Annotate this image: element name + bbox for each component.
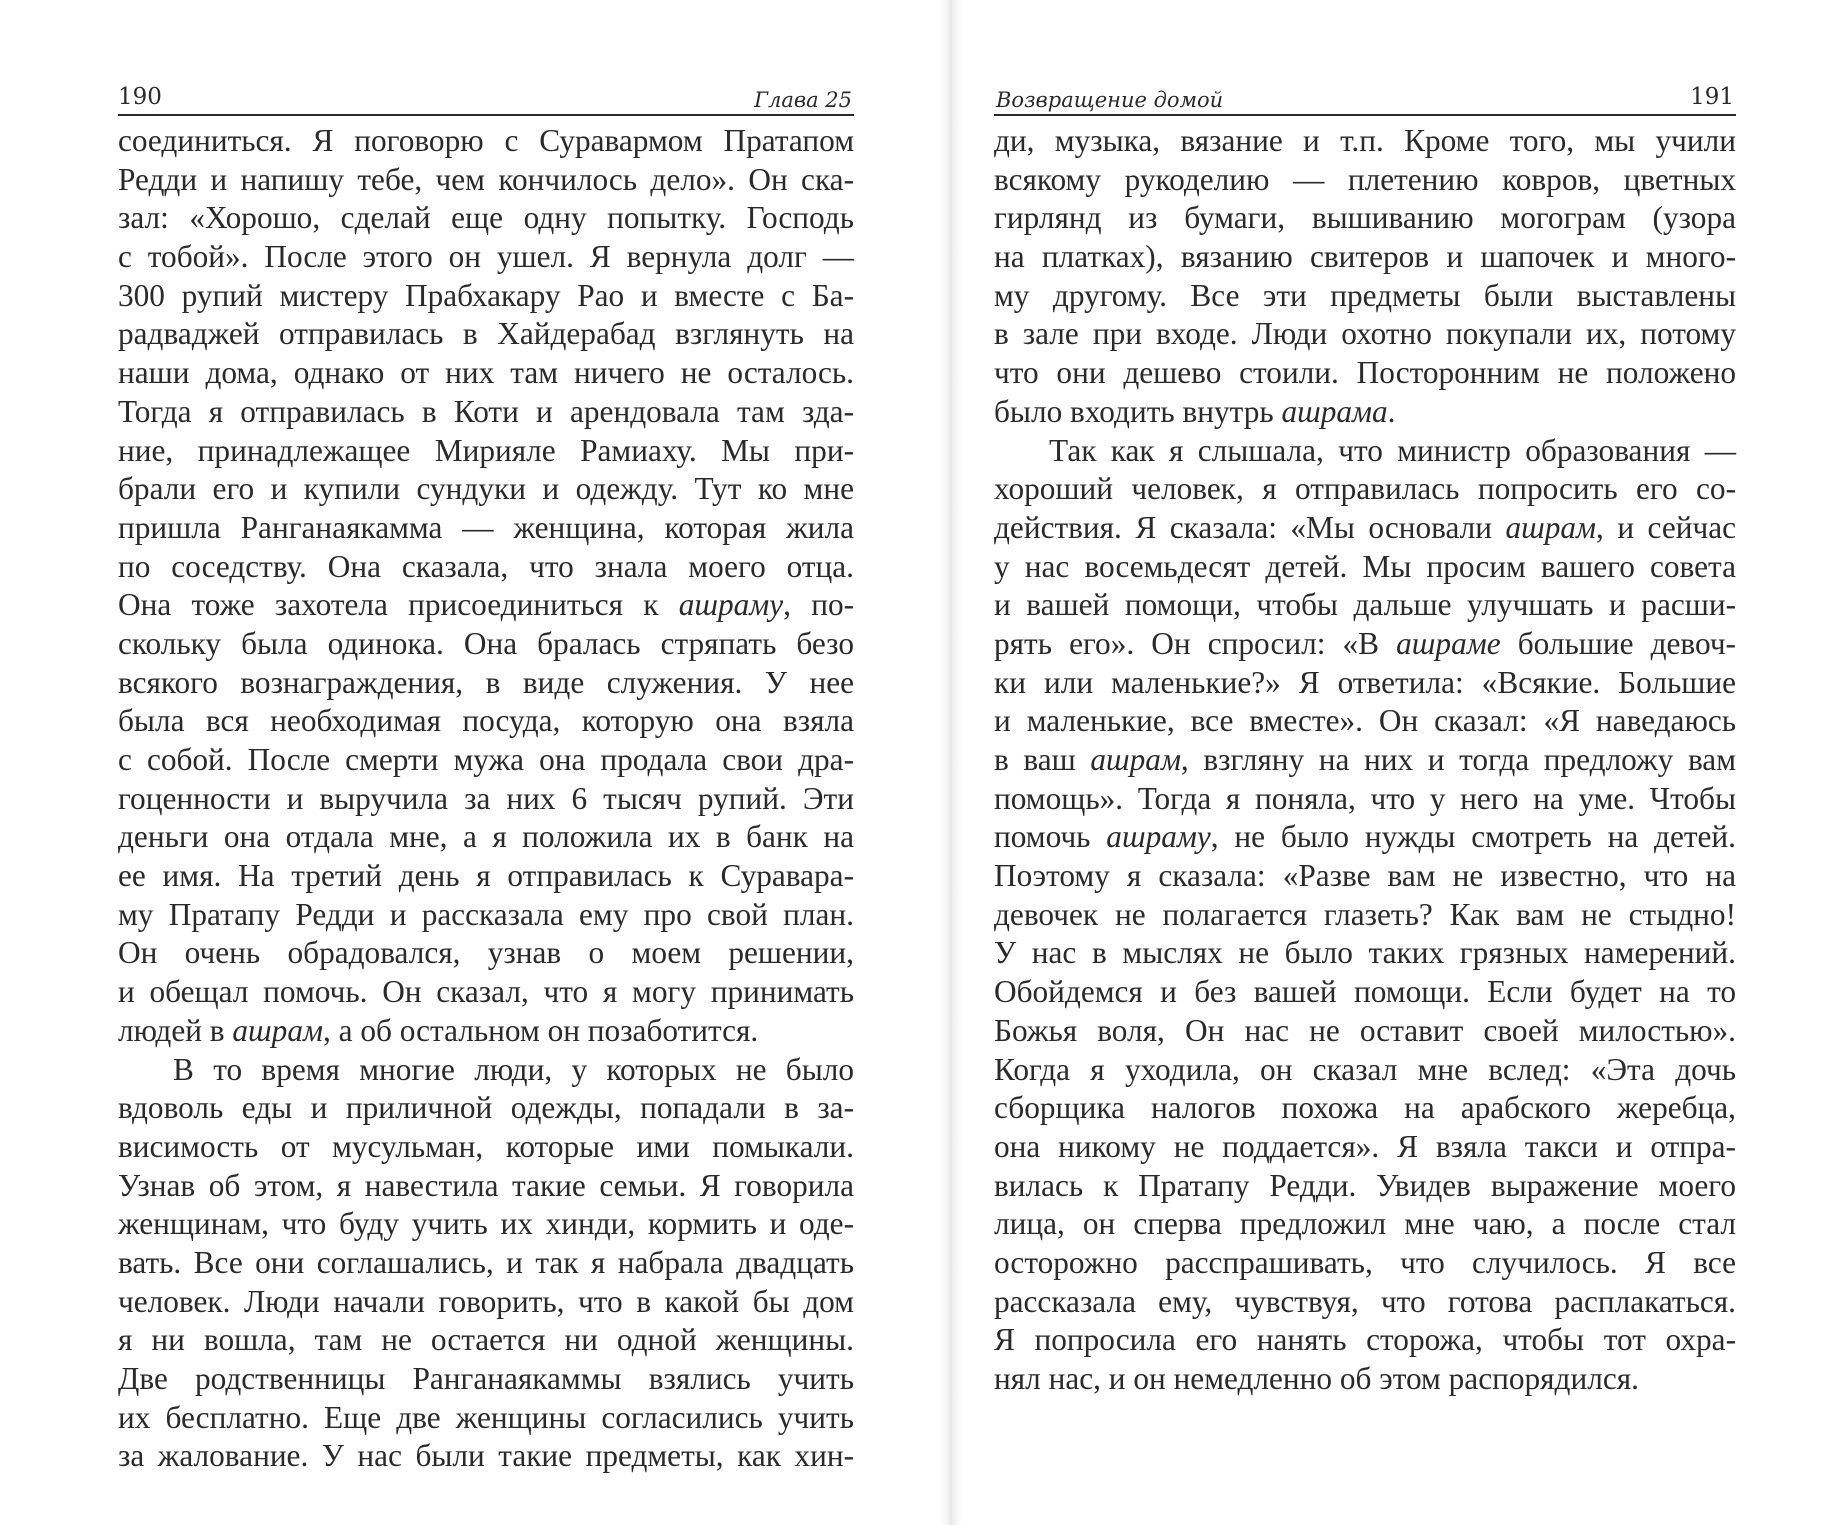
text-line: гоценности и выручила за них 6 тысяч рупий. Эти: [118, 780, 854, 816]
text-line: лица, он сперва предложил мне чаю, а после стал: [994, 1206, 1736, 1242]
text-line: хороший человек, я отправилась попросить его со-: [994, 471, 1736, 507]
text-line: в зале при входе. Люди охотно покупали их, потому: [994, 316, 1736, 352]
text-line: Тогда я отправилась в Коти и арендовала там зда-: [118, 393, 854, 429]
text-line: соединиться. Я поговорю с Суравармом Пратапом: [118, 123, 854, 158]
text-line: скольку была одинока. Она бралась стряпать безо: [118, 625, 854, 661]
text-line: Я попросила его нанять сторожа, чтобы тот охра-: [994, 1322, 1736, 1358]
text-line: Узнав об этом, я навестила такие семьи. Я говорила: [118, 1167, 854, 1203]
text-line: я ни вошла, там не остается ни одной женщины.: [118, 1322, 854, 1358]
left-body-text: [118, 122, 854, 1476]
text-line: 300 рупий мистеру Прабхакару Рао и вместе с Ба-: [118, 277, 854, 313]
text-line: В то время многие люди, у которых не было: [173, 1051, 854, 1087]
text-line: у нас восемьдесят детей. Мы просим вашего совета: [994, 548, 1736, 584]
paragraph: [118, 1051, 854, 1477]
page-number: 191: [1690, 84, 1734, 110]
text-line: сборщика налогов похожа на арабского жеребца,: [994, 1090, 1736, 1126]
text-line: брали его и купили сундуки и одежду. Тут ко мне: [118, 471, 854, 507]
text-line: У нас в мыслях не было таких грязных намерений.: [994, 935, 1736, 971]
text-line: радваджей отправилась в Хайдерабад взглянуть на: [118, 316, 854, 352]
text-line: действия. Я сказала: «Мы основали ашрам, и сейчас: [994, 509, 1736, 545]
text-line: что они дешево стоили. Посторонним не положено: [994, 355, 1736, 391]
text-line: с собой. После смерти мужа она продала свои дра-: [118, 742, 854, 777]
text-line: всякого вознаграждения, в виде служения. У нее: [118, 664, 854, 700]
left-running-head: [118, 78, 854, 116]
text-line: ее имя. На третий день я отправилась к Суравара-: [118, 858, 854, 894]
text-line: было входить внутрь ашрама.: [994, 393, 1396, 429]
text-line: на платках), вязанию свитеров и шапочек и много-: [994, 239, 1736, 275]
text-line: по соседству. Она сказала, что знала моего отца.: [118, 548, 854, 584]
text-line: нял нас, и он немедленно об этом распорядился.: [994, 1361, 1639, 1396]
text-line: Так как я слышала, что министр образования —: [1049, 432, 1736, 468]
text-line: она никому не поддается». Я взяла такси и отпра-: [994, 1128, 1736, 1164]
text-line: людей в ашрам, а об остальном он позаботится.: [118, 1012, 759, 1048]
text-line: женщинам, что буду учить их хинди, кормить и оде-: [118, 1206, 854, 1242]
text-line: рять его». Он спросил: «В ашраме большие девоч-: [994, 625, 1736, 661]
text-line: наши дома, однако от них там ничего не осталось.: [118, 355, 854, 391]
text-line: Она тоже захотела присоединиться к ашраму, по-: [118, 587, 855, 623]
text-line: была вся необходимая посуда, которую она взяла: [118, 703, 854, 739]
running-title: Возвращение домой: [996, 88, 1224, 112]
text-line: Божья воля, Он нас не оставит своей милостью».: [994, 1012, 1736, 1048]
text-line: Обойдемся и без вашей помощи. Если будет на то: [994, 974, 1736, 1010]
text-line: всякому рукоделию — плетению ковров, цветных: [994, 161, 1736, 197]
page-number: 190: [118, 84, 162, 110]
text-line: Две родственницы Ранганаякаммы взялись учить: [118, 1361, 854, 1396]
text-line: их бесплатно. Еще две женщины согласились учить: [118, 1399, 854, 1435]
text-line: Он очень обрадовался, узнав о моем решении,: [118, 935, 854, 971]
text-line: зал: «Хорошо, сделай еще одну попытку. Господь: [118, 200, 854, 236]
text-line: и вашей помощи, чтобы дальше улучшать и расши-: [994, 587, 1736, 623]
text-line: и маленькие, все вместе». Он сказал: «Я наведаюсь: [994, 703, 1736, 739]
text-line: вилась к Пратапу Редди. Увидев выражение моего: [994, 1167, 1736, 1203]
text-line: ди, музыка, вязание и т.п. Кроме того, мы учили: [994, 123, 1736, 158]
text-line: Поэтому я сказала: «Разве вам не известно, что на: [994, 858, 1736, 894]
text-line: пришла Ранганаякамма — женщина, которая жила: [118, 509, 854, 545]
text-line: му другому. Все эти предметы были выставлены: [994, 277, 1736, 313]
text-line: помощь». Тогда я поняла, что у него на уме. Чтобы: [994, 780, 1736, 816]
text-line: висимость от мусульман, которые ими помыкали.: [118, 1128, 854, 1164]
paragraph: [994, 122, 1736, 432]
right-body-text: [994, 122, 1736, 1399]
right-running-head: [994, 78, 1736, 116]
text-line: вать. Все они соглашались, и так я набрала двадцать: [118, 1244, 854, 1280]
text-line: деньги она отдала мне, а я положила их в банк на: [118, 819, 854, 855]
text-line: рассказала ему, чувствуя, что готова расплакаться.: [994, 1283, 1736, 1319]
text-line: за жалование. У нас были такие предметы, как хин-: [118, 1438, 854, 1474]
text-line: ки или маленькие?» Я ответила: «Всякие. Большие: [994, 664, 1736, 700]
text-line: и обещал помочь. Он сказал, что я могу принимать: [118, 974, 854, 1010]
book-gutter: [940, 0, 962, 1525]
text-line: человек. Люди начали говорить, что в какой бы дом: [118, 1283, 854, 1319]
right-page: [962, 0, 1830, 1525]
paragraph: [994, 432, 1736, 1399]
text-line: Когда я уходила, он сказал мне вслед: «Эта дочь: [994, 1051, 1736, 1087]
text-line: помочь ашраму, не было нужды смотреть на детей.: [994, 819, 1736, 855]
text-line: вдоволь еды и приличной одежды, попадали в за-: [118, 1090, 854, 1126]
text-line: Редди и напишу тебе, чем кончилось дело». Он ска-: [118, 161, 854, 197]
text-line: с тобой». После этого он ушел. Я вернула долг —: [118, 239, 854, 275]
chapter-title: Глава 25: [754, 88, 852, 112]
text-line: гирлянд из бумаги, вышиванию могограм (узора: [994, 200, 1736, 236]
text-line: ние, принадлежащее Мирияле Рамиаху. Мы при-: [118, 432, 854, 468]
paragraph: [118, 122, 854, 1051]
text-line: в ваш ашрам, взгляну на них и тогда предложу вам: [994, 742, 1737, 777]
text-line: му Пратапу Редди и рассказала ему про свой план.: [118, 896, 854, 932]
text-line: девочек не полагается глазеть? Как вам не стыдно!: [994, 896, 1736, 932]
text-line: осторожно расспрашивать, что случилось. Я все: [994, 1244, 1736, 1280]
